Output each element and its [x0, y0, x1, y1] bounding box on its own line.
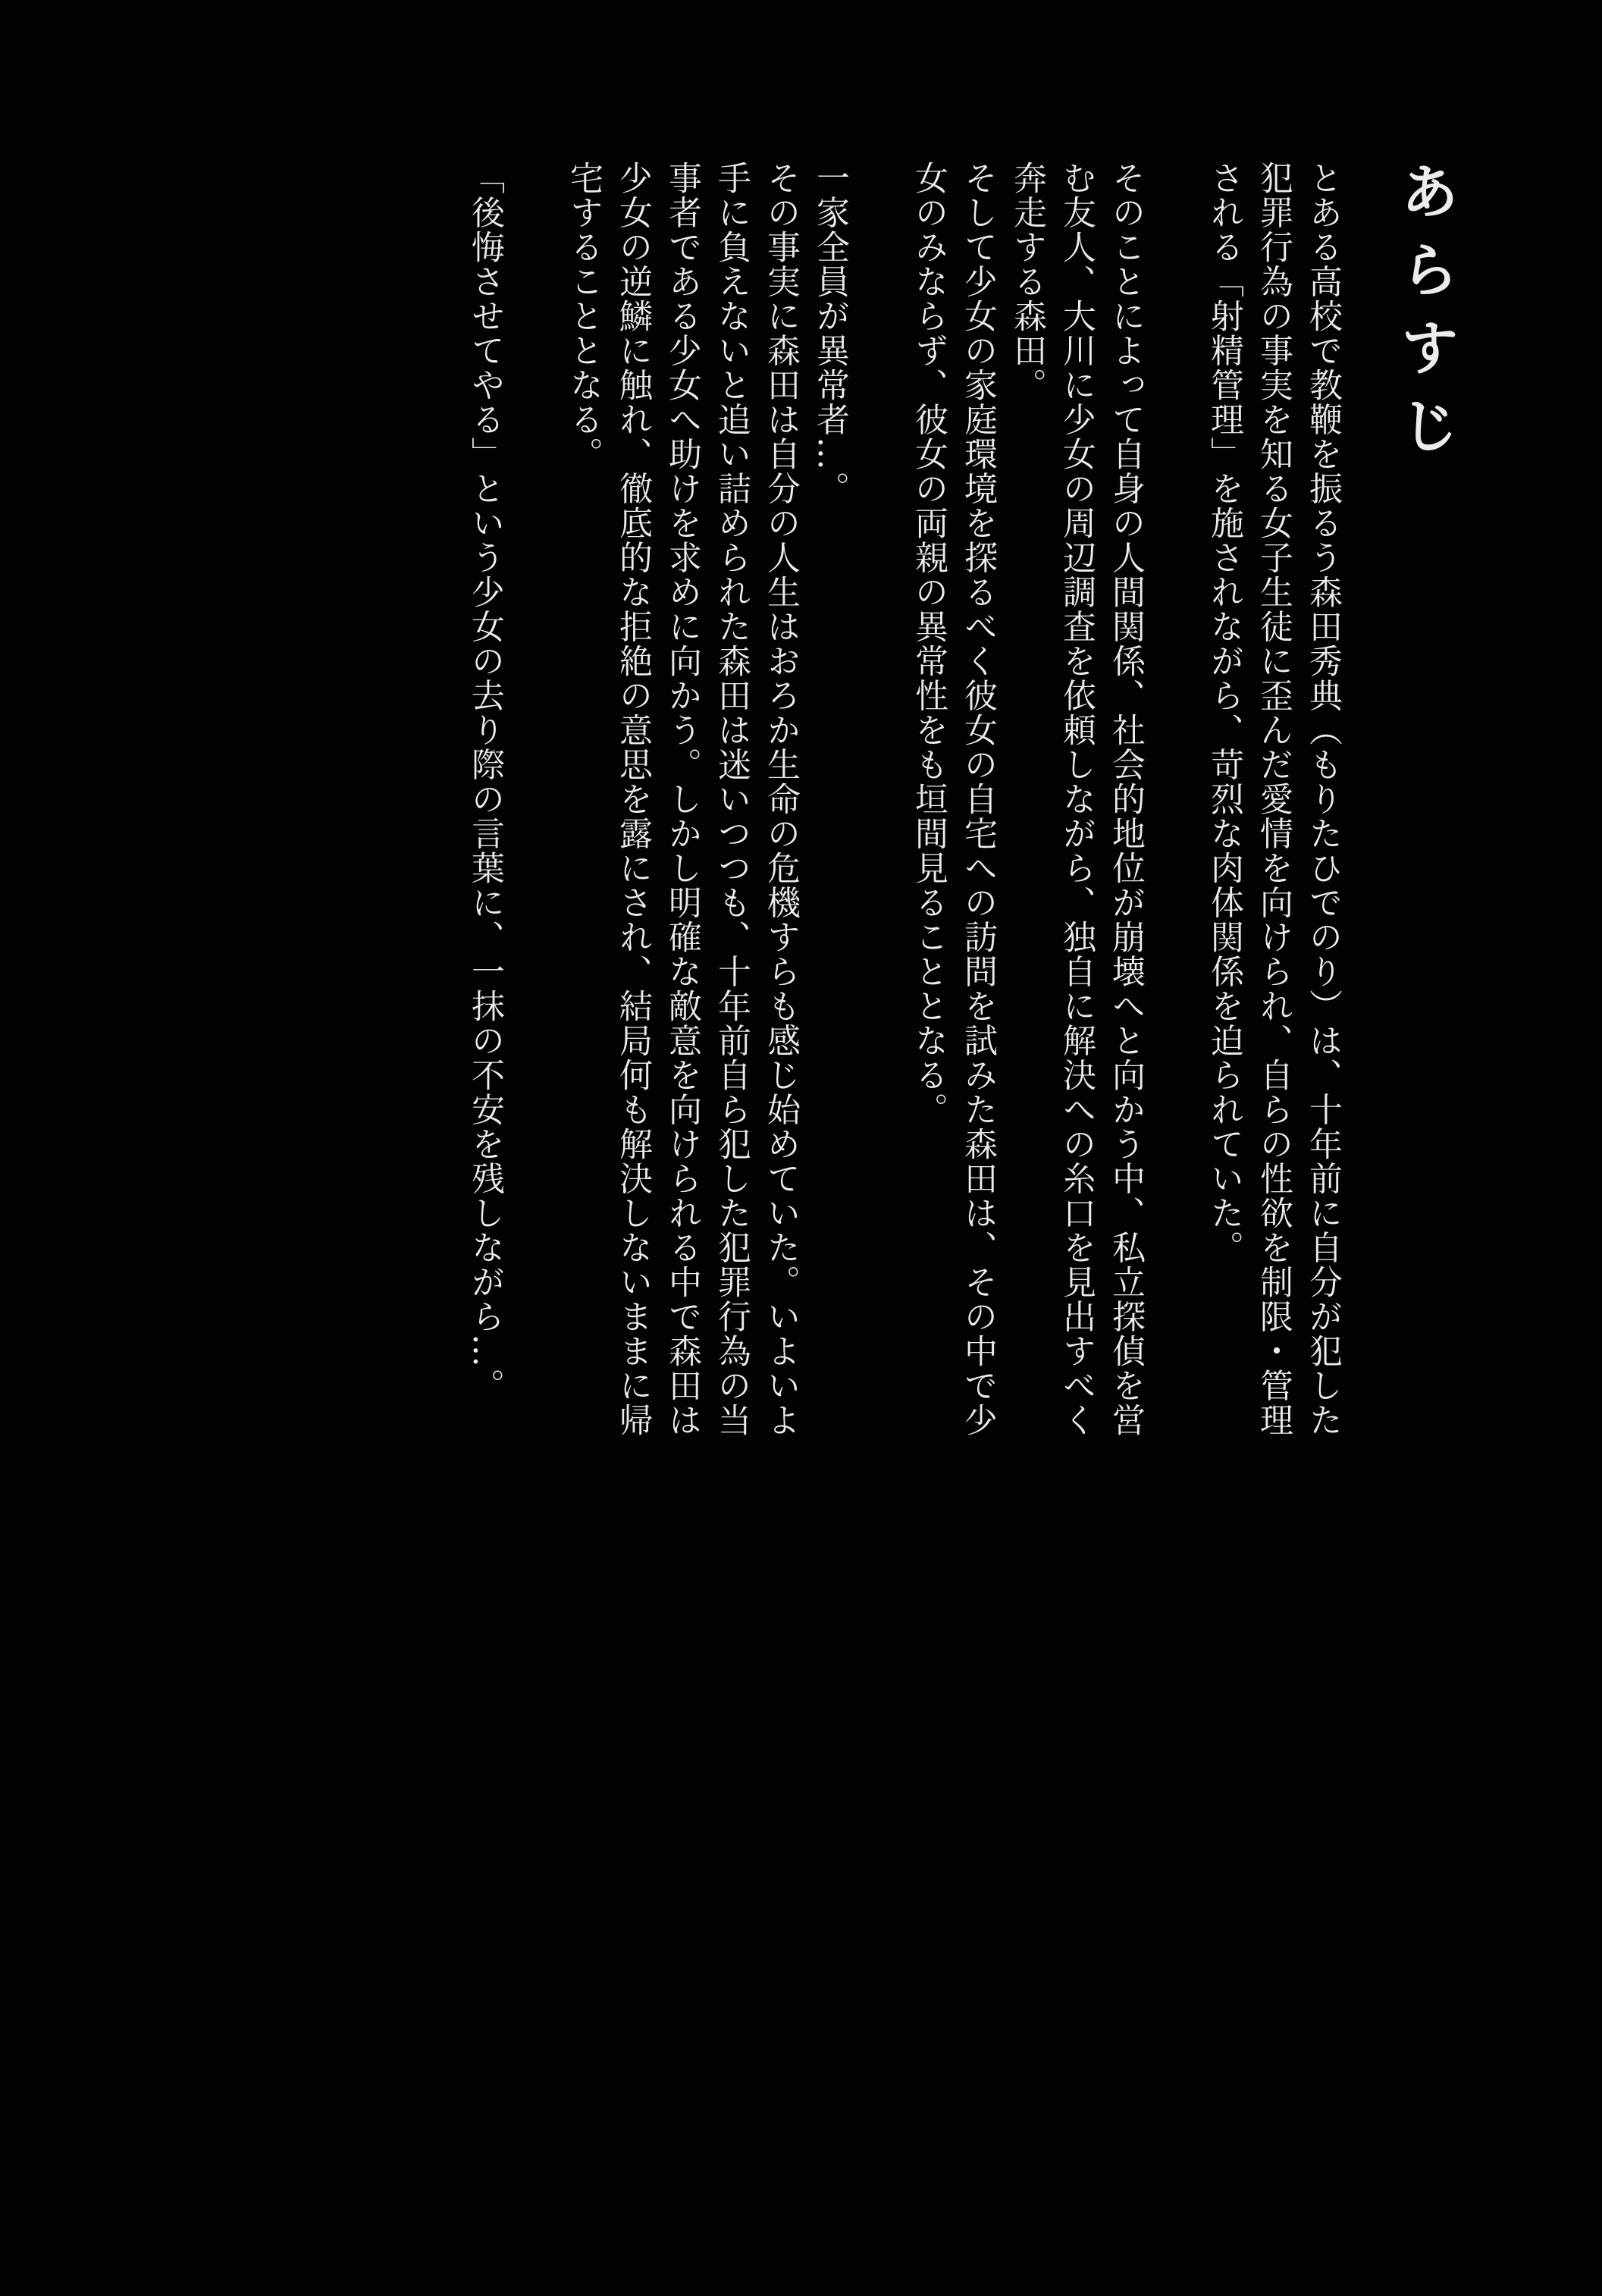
- synopsis-paragraph-4: 一家全員が異常者…。: [810, 161, 849, 506]
- synopsis-paragraph-1: とある高校で教鞭を振るう森田秀典（もりたひでのり）は、十年前に自分が犯した犯罪行為の事実を知る女子生徒に歪んだ愛情を向けられ、自らの性欲を制限・管理される「射精管理」を施されながら、苛烈な肉体関係を迫られていた。: [1205, 161, 1342, 1438]
- synopsis-paragraph-2: そのことによって自身の人間関係、社会的地位が崩壊へと向かう中、私立探偵を営む友人、大川に少女の周辺調査を依頼しながら、独自に解決への糸口を見出すべく奔走する森田。: [1008, 161, 1145, 1438]
- synopsis-paragraph-3: そして少女の家庭環境を探るべく彼女の自宅への訪問を試みた森田は、その中で少女のみならず、彼女の両親の異常性をも垣間見ることとなる。: [909, 161, 997, 1438]
- synopsis-text-block: [460, 161, 1475, 1450]
- synopsis-paragraph-6: 「後悔させてやる」という少女の去り際の言葉に、一抹の不安を残しながら…。: [466, 161, 504, 1403]
- page-title: あらすじ: [1390, 161, 1459, 473]
- synopsis-paragraph-5: その事実に森田は自分の人生はおろか生命の危機すらも感じ始めていた。いよいよ手に負えないと追い詰められた森田は迷いつつも、十年前自ら犯した犯罪行為の当事者である少女へ助けを求めに向かう。しかし明確な敵意を向けられる中で森田は少女の逆鱗に触れ、徹底的な拒絶の意思を露にされ、結局何も解決しないままに帰宅することとなる。: [564, 161, 800, 1438]
